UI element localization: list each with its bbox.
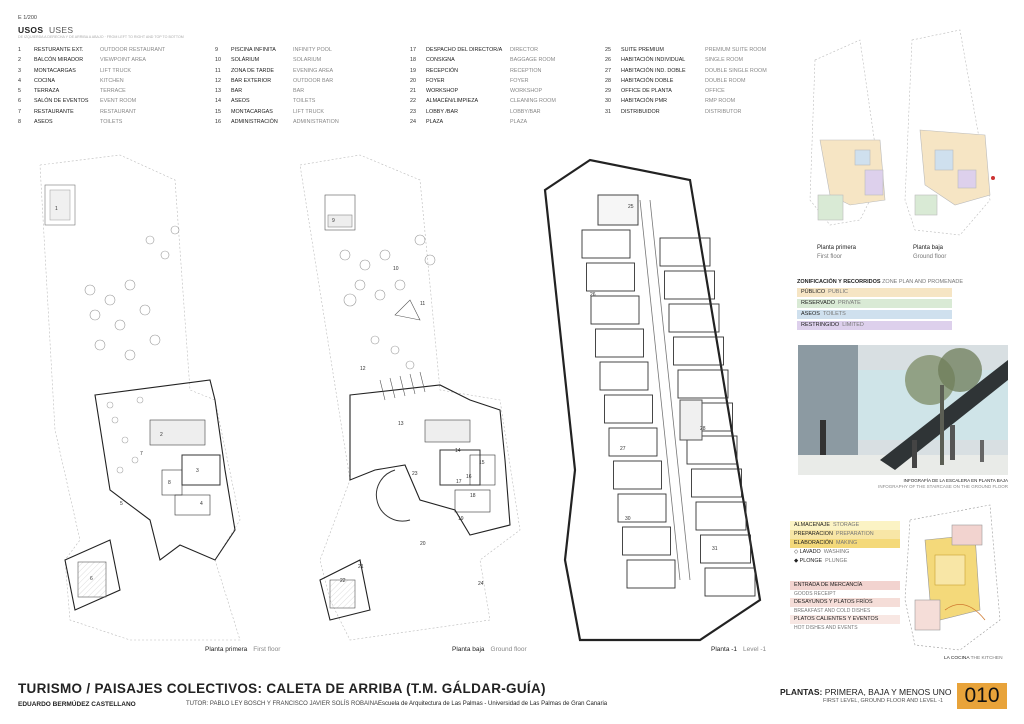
room-cell bbox=[614, 461, 662, 489]
uses-title-es: USOS bbox=[18, 25, 44, 35]
legend-item-number: 23 bbox=[410, 108, 416, 115]
legend-item-es: ASEOS bbox=[34, 119, 53, 126]
zoning-item-en: LIMITED bbox=[842, 322, 864, 328]
tutor: TUTOR: PABLO LEY BOSCH Y FRANCISCO JAVIER SOLÍS ROBAINA bbox=[186, 701, 379, 707]
plan2-num-10: 10 bbox=[393, 266, 399, 272]
kitchen-flow-item bbox=[790, 598, 900, 607]
zoning-title-en: ZONE PLAN AND PROMENADE bbox=[882, 279, 964, 285]
sheet-subtitle: FIRST LEVEL, GROUND FLOOR AND LEVEL -1 bbox=[823, 698, 944, 704]
legend-item-es: WORKSHOP bbox=[426, 88, 459, 95]
legend-item-en: OFFICE bbox=[705, 88, 725, 95]
plan-first-floor-label-es: Planta primera bbox=[205, 646, 248, 653]
uses-title-en: USES bbox=[48, 25, 74, 35]
legend-item-number: 26 bbox=[605, 57, 611, 64]
thumb-first-floor bbox=[810, 40, 885, 225]
kitchen-caption-es: LA COCINA bbox=[944, 656, 970, 661]
zoning-title-es: ZONIFICACIÓN Y RECORRIDOS bbox=[797, 279, 881, 285]
thumb-first-label-es: Planta primera bbox=[817, 245, 857, 251]
zoning-item bbox=[797, 288, 952, 297]
zoning-item bbox=[797, 299, 952, 308]
legend-item-es: HABITACIÓN INDIVIDUAL bbox=[621, 57, 686, 64]
legend-item-number: 22 bbox=[410, 98, 416, 105]
thumb-ground-label-en: Ground floor bbox=[913, 254, 947, 260]
kitchen-zone-en: PREPARATION bbox=[835, 531, 874, 537]
plan1-num-8: 8 bbox=[168, 480, 171, 486]
kitchen-zone-item bbox=[790, 557, 900, 566]
legend-item-en: INFINITY POOL bbox=[293, 47, 332, 53]
zoning-item bbox=[797, 321, 952, 330]
room-cell bbox=[609, 428, 657, 456]
kitchen-plan bbox=[905, 505, 1000, 650]
legend-item-number: 24 bbox=[410, 119, 416, 126]
kitchen-zone-item bbox=[790, 548, 900, 557]
legend-item-en: RMP ROOM bbox=[705, 98, 736, 105]
zoning-item-en: PRIVATE bbox=[838, 300, 861, 306]
scale-label: E 1/200 bbox=[18, 15, 37, 21]
legend-item-number: 17 bbox=[410, 47, 416, 53]
kitchen-zone-es: ◇ LAVADO bbox=[794, 549, 821, 555]
legend-item-es: MONTACARGAS bbox=[34, 67, 76, 74]
kitchen-flow-en: HOT DISHES AND EVENTS bbox=[794, 624, 858, 631]
legend-item-en: LIFT TRUCK bbox=[293, 108, 324, 115]
legend-item-number: 9 bbox=[215, 47, 218, 53]
legend-item-en: DOUBLE SINGLE ROOM bbox=[705, 67, 767, 74]
legend-item-number: 20 bbox=[410, 77, 416, 84]
plan-level-label-en: Level -1 bbox=[743, 646, 767, 653]
legend-item-number: 6 bbox=[18, 98, 21, 105]
legend-item-es: PLAZA bbox=[426, 119, 444, 126]
legend-item-en: RECEPTION bbox=[510, 67, 542, 74]
plan2-num-23: 23 bbox=[412, 471, 418, 477]
room-cell bbox=[582, 230, 630, 258]
legend-item-en: FOYER bbox=[510, 77, 529, 84]
sheet-title-a: PLANTAS: bbox=[780, 687, 823, 697]
legend-item-number: 18 bbox=[410, 57, 416, 64]
legend-item-number: 27 bbox=[605, 67, 611, 74]
plan3-num-25: 25 bbox=[628, 204, 634, 210]
legend-item-es: RESTAURANTE bbox=[34, 108, 74, 115]
plan-ground-floor bbox=[300, 155, 520, 640]
legend-item-en: SOLARIUM bbox=[293, 57, 322, 64]
school: Escuela de Arquitectura de Las Palmas - Universidad de Las Palmas de Gran Canaria bbox=[378, 701, 608, 707]
project-title: TURISMO / PAISAJES COLECTIVOS: CALETA DE ARRIBA (T.M. GÁLDAR-GUÍA) bbox=[18, 681, 546, 696]
legend-item-es: DESPACHO DEL DIRECTOR/A bbox=[426, 47, 503, 53]
kitchen-zone-item bbox=[790, 521, 900, 530]
legend-item-en: BAR bbox=[293, 88, 305, 95]
zoning-item-es: PÚBLICO bbox=[801, 289, 826, 295]
plan1-num-3: 3 bbox=[196, 468, 199, 474]
kitchen-zone-item bbox=[790, 530, 900, 539]
room-cell bbox=[605, 395, 653, 423]
kitchen-zone-en: PLUNGE bbox=[825, 558, 848, 564]
legend-item-es: RECEPCIÓN bbox=[426, 67, 459, 74]
plan1-num-6: 6 bbox=[90, 576, 93, 582]
kitchen-zone-en: STORAGE bbox=[832, 522, 860, 528]
plan2-num-16: 16 bbox=[466, 474, 472, 480]
kitchen-zone-en: WASHING bbox=[823, 549, 850, 555]
plan3-num-30: 30 bbox=[625, 516, 631, 522]
room-cell bbox=[596, 329, 644, 357]
plan1-num-4: 4 bbox=[200, 501, 203, 507]
thumb-ground-label bbox=[913, 244, 946, 262]
legend-item-es: BAR EXTERIOR bbox=[231, 77, 272, 84]
legend-item-en: CLEANING ROOM bbox=[510, 98, 556, 105]
sheet-title bbox=[780, 687, 951, 697]
legend-item-en: TOILETS bbox=[100, 119, 123, 126]
legend-item-en: LIFT TRUCK bbox=[100, 67, 131, 74]
legend-item-es: PISCINA INFINITA bbox=[231, 47, 276, 53]
staircase-render bbox=[798, 345, 1008, 475]
plan-level-label-es: Planta -1 bbox=[711, 646, 738, 653]
legend-item-es: ADMINISTRACIÓN bbox=[231, 119, 278, 126]
room-cell bbox=[692, 469, 742, 497]
legend-item-en: DISTRIBUTOR bbox=[705, 108, 742, 115]
legend-item-en: WORKSHOP bbox=[510, 88, 543, 95]
legend-item-es: TERRAZA bbox=[34, 88, 60, 95]
legend-item-es: CONSIGNA bbox=[426, 57, 455, 64]
plan2-num-9: 9 bbox=[332, 218, 335, 224]
legend-item-number: 15 bbox=[215, 108, 221, 115]
room-cell bbox=[678, 370, 728, 398]
legend-item-number: 30 bbox=[605, 98, 611, 105]
thumb-first-label bbox=[817, 244, 856, 262]
legend-item-es: HABITACIÓN IND. DOBLE bbox=[621, 67, 686, 74]
plan-ground-floor-label bbox=[452, 646, 527, 653]
plan2-num-21: 21 bbox=[358, 564, 364, 570]
legend-item-en: EVENING AREA bbox=[293, 67, 334, 74]
zoning-item-es: RESERVADO bbox=[801, 300, 836, 306]
plan2-num-15: 15 bbox=[479, 460, 485, 466]
legend-item-en: ADMINISTRATION bbox=[293, 119, 339, 126]
zoning-item-en: TOILETS bbox=[822, 311, 846, 317]
plan3-num-31: 31 bbox=[712, 546, 718, 552]
legend-item-es: COCINA bbox=[34, 77, 55, 84]
legend-item-en: RESTAURANT bbox=[100, 108, 137, 115]
legend-item-es: HABITACIÓN PMR bbox=[621, 98, 668, 105]
zoning-item-es: RESTRINGIDO bbox=[801, 322, 840, 328]
legend-item-number: 11 bbox=[215, 67, 221, 74]
kitchen-flow-item bbox=[790, 581, 900, 590]
legend-item-en: PREMIUM SUITE ROOM bbox=[705, 47, 767, 53]
plan-level-minus-one-label bbox=[711, 646, 766, 653]
plan2-num-22: 22 bbox=[340, 578, 346, 584]
room-cell bbox=[627, 560, 675, 588]
legend-item-number: 5 bbox=[18, 88, 21, 95]
sheet-title-b: PRIMERA, BAJA Y MENOS UNO bbox=[824, 687, 952, 697]
kitchen-caption bbox=[944, 656, 1003, 661]
plan2-num-20: 20 bbox=[420, 541, 426, 547]
legend-item-es: SUITE PREMIUM bbox=[621, 47, 664, 53]
zoning-item bbox=[797, 310, 952, 319]
legend-item-number: 3 bbox=[18, 67, 21, 74]
legend-item-number: 2 bbox=[18, 57, 21, 64]
legend-item-number: 4 bbox=[18, 77, 21, 84]
legend-item-es: DISTRIBUIDOR bbox=[621, 108, 660, 115]
legend-item-en: OUTDOOR RESTAURANT bbox=[100, 47, 166, 53]
legend-item-number: 10 bbox=[215, 57, 221, 64]
room-cell bbox=[705, 568, 755, 596]
plan1-num-2: 2 bbox=[160, 432, 163, 438]
plan-first-floor-label-en: First floor bbox=[253, 646, 281, 653]
plan1-num-7: 7 bbox=[140, 451, 143, 457]
render-caption-es: INFOGRAFÍA DE LA ESCALERA EN PLANTA BAJA bbox=[903, 478, 1008, 483]
legend-item-en: OUTDOOR BAR bbox=[293, 77, 334, 84]
room-cell bbox=[696, 502, 746, 530]
plan2-num-14: 14 bbox=[455, 448, 461, 454]
room-cell bbox=[701, 535, 751, 563]
plan2-num-18: 18 bbox=[470, 493, 476, 499]
legend-item-en: KITCHEN bbox=[100, 77, 124, 84]
plan-ground-floor-label-en: Ground floor bbox=[490, 646, 527, 653]
legend-item-number: 7 bbox=[18, 108, 21, 115]
legend-item-number: 8 bbox=[18, 119, 21, 126]
thumb-ground-floor bbox=[905, 30, 995, 235]
plan-ground-floor-label-es: Planta baja bbox=[452, 646, 485, 653]
thumb-first-label-en: First floor bbox=[817, 254, 843, 260]
legend-item-es: OFFICE DE PLANTA bbox=[621, 88, 672, 95]
render-caption bbox=[798, 478, 1008, 490]
uses-subtitle: DE IZQUIERDA A DERECHA Y DE ARRIBA A ABAJO · FROM LEFT TO RIGHT AND TOP TO BOTTOM bbox=[18, 35, 184, 39]
legend-item-es: ALMACÉN/LIMPIEZA bbox=[426, 98, 479, 105]
legend-item-number: 28 bbox=[605, 77, 611, 84]
legend-item-es: BALCÓN MIRADOR bbox=[34, 57, 84, 64]
legend-item-number: 25 bbox=[605, 47, 611, 53]
legend-item-number: 1 bbox=[18, 47, 21, 53]
sheet-number: 010 bbox=[964, 684, 1000, 707]
legend-item-number: 29 bbox=[605, 88, 611, 95]
legend-item-number: 31 bbox=[605, 108, 611, 115]
thumb-ground-label-es: Planta baja bbox=[913, 245, 944, 251]
plan2-num-11: 11 bbox=[420, 301, 426, 307]
legend-item-es: ASEOS bbox=[231, 98, 250, 105]
legend-item-number: 16 bbox=[215, 119, 221, 126]
zoning-item-en: PUBLIC bbox=[828, 289, 849, 295]
kitchen-zone-item bbox=[790, 539, 900, 548]
plan1-num-5: 5 bbox=[120, 501, 123, 507]
kitchen-flow-es: PLATOS CALIENTES Y EVENTOS bbox=[794, 616, 879, 622]
render-caption-en: INFOGRAPHY OF THE STAIRCASE ON THE GROUND FLOOR bbox=[878, 484, 1008, 489]
legend-item-number: 14 bbox=[215, 98, 221, 105]
legend-item-en: EVENT ROOM bbox=[100, 98, 137, 105]
legend-item-en: DOUBLE ROOM bbox=[705, 77, 746, 84]
legend-item-es: HABITACIÓN DOBLE bbox=[621, 77, 674, 84]
plan-first-floor-label bbox=[205, 646, 280, 653]
room-cell bbox=[587, 263, 635, 291]
plan-first-floor bbox=[40, 155, 240, 640]
plan3-num-28: 28 bbox=[700, 426, 706, 432]
zoning-item-es: ASEOS bbox=[801, 311, 820, 317]
legend-item-en: LOBBY/BAR bbox=[510, 108, 541, 115]
kitchen-zone-es: PREPARACION bbox=[794, 531, 833, 537]
room-cell bbox=[591, 296, 639, 324]
plan-level-minus-one bbox=[545, 160, 760, 640]
kitchen-zone-es: ALMACENAJE bbox=[794, 522, 830, 528]
kitchen-zone-en: MAKING bbox=[835, 540, 858, 546]
legend-item-en: DIRECTOR bbox=[510, 47, 539, 53]
legend-item-es: ZONA DE TARDE bbox=[231, 67, 274, 74]
room-cell bbox=[600, 362, 648, 390]
legend-item-es: FOYER bbox=[426, 77, 445, 84]
plan2-num-19: 19 bbox=[458, 516, 464, 522]
plan1-num-1: 1 bbox=[55, 206, 58, 212]
legend-item-es: SOLÁRIUM bbox=[231, 57, 260, 64]
legend-item-number: 19 bbox=[410, 67, 416, 74]
legend-item-es: LOBBY /BAR bbox=[426, 108, 458, 115]
kitchen-flow-en: GOODS RECEIPT bbox=[794, 590, 836, 597]
kitchen-flow-es: DESAYUNOS Y PLATOS FRÍOS bbox=[794, 599, 873, 605]
legend-item-number: 21 bbox=[410, 88, 416, 95]
kitchen-caption-en: THE KITCHEN bbox=[970, 656, 1003, 661]
plan3-num-26: 26 bbox=[590, 292, 596, 298]
legend-item-es: SALÓN DE EVENTOS bbox=[34, 98, 89, 105]
kitchen-zone-es: ELABORACIÓN bbox=[794, 540, 833, 546]
legend-item-en: SINGLE ROOM bbox=[705, 57, 744, 64]
legend-item-number: 13 bbox=[215, 88, 221, 95]
legend-item-en: VIEWPOINT AREA bbox=[100, 57, 147, 64]
author: EDUARDO BERMÚDEZ CASTELLANO bbox=[18, 701, 136, 708]
plan2-num-13: 13 bbox=[398, 421, 404, 427]
legend-item-number: 12 bbox=[215, 77, 221, 84]
legend-item-en: TERRACE bbox=[100, 88, 126, 95]
kitchen-flow-en: BREAKFAST AND COLD DISHES bbox=[794, 607, 871, 614]
kitchen-flow-es: ENTRADA DE MERCANCÍA bbox=[794, 582, 863, 588]
legend-item-es: MONTACARGAS bbox=[231, 108, 273, 115]
legend-item-es: RESTURANTE EXT. bbox=[34, 47, 84, 53]
plan2-num-12: 12 bbox=[360, 366, 366, 372]
plan2-num-24: 24 bbox=[478, 581, 484, 587]
legend-item-en: TOILETS bbox=[293, 98, 316, 105]
room-cell bbox=[623, 527, 671, 555]
legend-item-es: BAR bbox=[231, 88, 243, 95]
legend-item-en: BAGGAGE ROOM bbox=[510, 57, 556, 64]
kitchen-flow-item bbox=[790, 615, 900, 624]
legend-item-en: PLAZA bbox=[510, 119, 528, 126]
kitchen-zone-es: ◆ PLONGE bbox=[794, 558, 823, 564]
plan3-num-27: 27 bbox=[620, 446, 626, 452]
plan2-num-17: 17 bbox=[456, 479, 462, 485]
zoning-title bbox=[797, 279, 963, 285]
